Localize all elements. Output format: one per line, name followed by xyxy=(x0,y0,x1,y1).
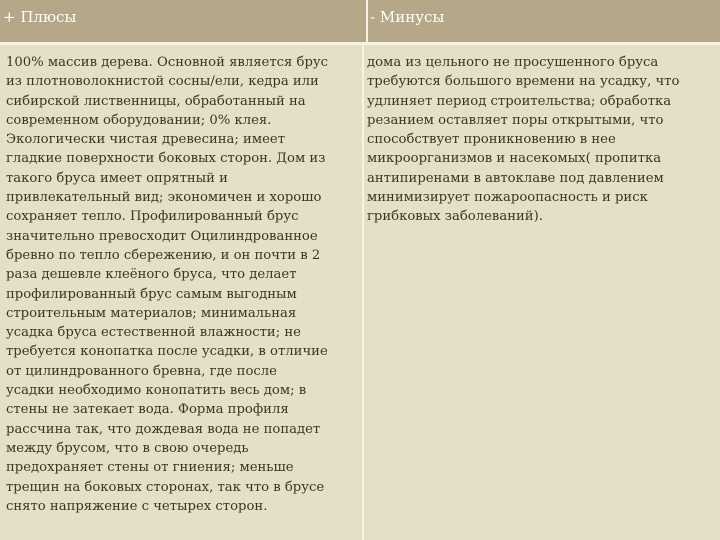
cons-text-line: минимизирует пожароопасность и риск xyxy=(367,190,648,206)
pros-text-line: усадки необходимо конопатить весь дом; в xyxy=(6,383,307,399)
pros-text-line: современном оборудовании; 0% клея. xyxy=(6,112,272,128)
pros-text-line: такого бруса имеет опрятный и xyxy=(6,170,228,186)
pros-text-line: усадка бруса естественной влажности; не xyxy=(6,325,301,341)
cons-text-line: удлиняет период строительства; обработка xyxy=(367,93,672,109)
cons-text-line: резанием оставляет поры открытыми, что xyxy=(367,112,664,128)
cons-text-line: способствует проникновению в нее xyxy=(367,132,616,148)
table-header xyxy=(0,0,720,45)
cons-cell xyxy=(367,53,717,227)
pros-text-line: значительно превосходит Оцилиндрованное xyxy=(6,228,318,244)
pros-text-line: бревно по тепло сбережению, и он почти в 2 xyxy=(6,247,321,263)
pros-text-line: трещин на боковых сторонах, так что в брусе xyxy=(6,479,325,495)
pros-text-line: между брусом, что в свою очередь xyxy=(6,440,249,456)
pros-text-line: 100% массив дерева. Основной является брус xyxy=(6,55,329,70)
cons-text-line: дома из цельного не просушенного бруса xyxy=(367,55,659,70)
pros-text-line: строительным материалов; минимальная xyxy=(6,305,297,321)
pros-header: + Плюсы xyxy=(3,8,77,26)
pros-text-line: требуется конопатка после усадки, в отличие xyxy=(6,344,328,360)
pros-text-line: сибирской лиственницы, обработанный на xyxy=(6,93,306,109)
column-divider xyxy=(362,45,364,540)
cons-text-line: требуются большого времени на усадку, что xyxy=(367,74,680,90)
pros-text-line: раза дешевле клеёного бруса, что делает xyxy=(6,267,297,283)
pros-text-line: Экологически чистая древесина; имеет xyxy=(6,132,285,148)
pros-text-line: предохраняет стены от гниения; меньше xyxy=(6,460,294,476)
cons-header: - Минусы xyxy=(366,0,720,42)
pros-text-line: привлекательный вид; экономичен и хорошо xyxy=(6,190,322,206)
pros-text-line: профилированный брус самым выгодным xyxy=(6,286,297,302)
pros-text-line: рассчина так, что дождевая вода не попадет xyxy=(6,421,321,437)
cons-text-line: микроорганизмов и насекомых( пропитка xyxy=(367,151,662,167)
pros-text-line: из плотноволокнистой сосны/ели, кедра или xyxy=(6,74,319,90)
pros-text-line: стены не затекает вода. Форма профиля xyxy=(6,402,289,418)
pros-text-line: от цилиндрованного бревна, где после xyxy=(6,363,277,379)
pros-cell xyxy=(6,53,358,516)
pros-text-line: гладкие поверхности боковых сторон. Дом из xyxy=(6,151,326,167)
cons-text-line: грибковых заболеваний). xyxy=(367,209,543,225)
pros-text-line: сохраняет тепло. Профилированный брус xyxy=(6,209,299,225)
cons-text-line: антипиренами в автоклаве под давлением xyxy=(367,170,664,186)
pros-text-line: снято напряжение с четырех сторон. xyxy=(6,498,268,514)
